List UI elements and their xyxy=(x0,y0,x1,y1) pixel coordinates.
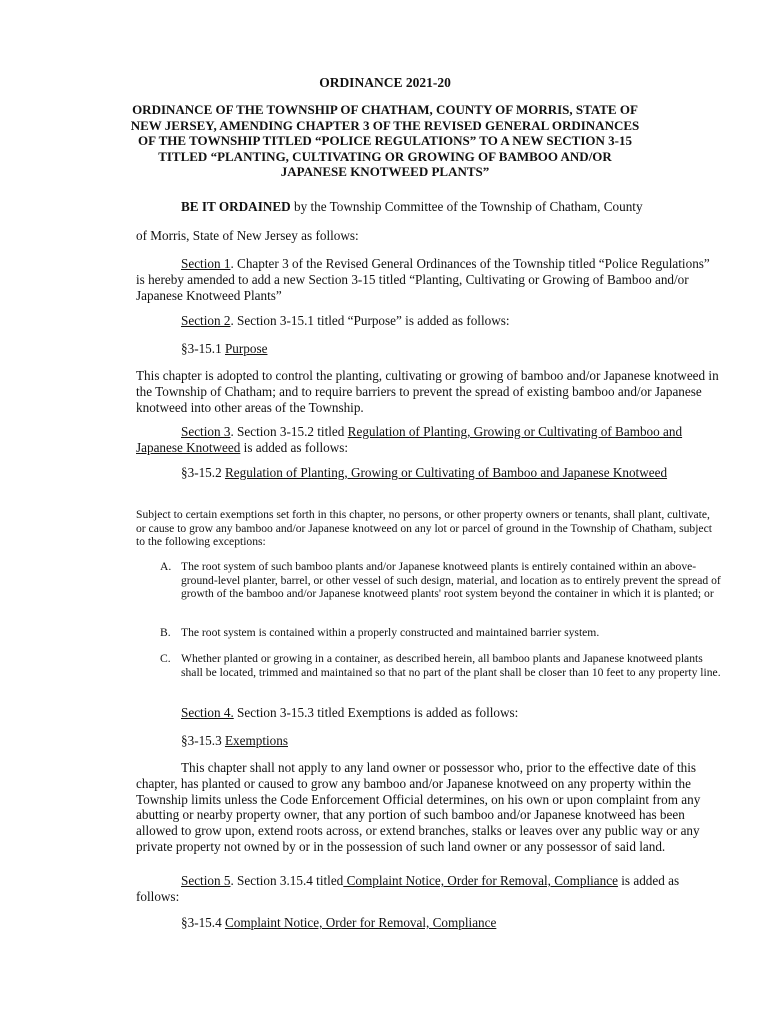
section-5-label: Section 5 xyxy=(181,873,231,888)
section-2-text: . Section 3-15.1 titled “Purpose” is added as follows: xyxy=(230,313,510,328)
section-3-text-b: is added as follows: xyxy=(240,439,349,455)
exemptions-heading xyxy=(181,733,721,749)
list-item-label: A. xyxy=(160,560,172,573)
section-3-paragraph xyxy=(136,424,696,456)
ordained-bold: BE IT ORDAINED xyxy=(181,199,291,214)
list-item-text: The root system is contained within a properly constructed and maintained barrier system. xyxy=(181,626,600,639)
section-3-label: Section 3 xyxy=(181,424,231,439)
regulation-title: Regulation of Planting, Growing or Cultivating of Bamboo and Japanese Knotweed xyxy=(224,465,668,480)
ordained-line xyxy=(181,199,721,215)
regulation-prefix: §3-15.2 xyxy=(181,465,225,480)
exemptions-title: Exemptions xyxy=(224,733,288,748)
complaint-title: Complaint Notice, Order for Removal, Compliance xyxy=(224,915,497,930)
ordained-rest: by the Township Committee of the Township of Chatham, County xyxy=(290,199,643,214)
section-4-label: Section 4. xyxy=(181,705,234,720)
purpose-title: Purpose xyxy=(224,341,268,356)
section-5-title: Complaint Notice, Order for Removal, Compliance xyxy=(343,873,618,888)
section-5-text-a: . Section 3.15.4 titled xyxy=(230,873,344,888)
exemptions-body: This chapter shall not apply to any land owner or possessor who, prior to the effective date of this chapter, has planted or caused to grow any bamboo and/or Japanese knotweed on any property within the Township limits unless the Code Enforcement Official determines, on his own or upon complaint from any abutting or nearby property owner, that any portion of such bamboo and/or Japanese knotweed has been allowed to grow upon, extend roots across, or extend branches, stalks or leaves over any public way or any private property not owned by or in the possession of such land owner or any possessor of said land. xyxy=(136,760,701,854)
list-item-label: B. xyxy=(160,626,171,639)
list-item xyxy=(160,652,725,694)
section-5-paragraph xyxy=(136,873,706,905)
complaint-heading xyxy=(181,915,721,931)
section-1-paragraph xyxy=(136,256,716,303)
list-item-label: C. xyxy=(160,652,171,665)
ordained-continued: of Morris, State of New Jersey as follows: xyxy=(136,228,359,243)
section-4-text: Section 3-15.3 titled Exemptions is added as follows: xyxy=(233,705,519,720)
section-3-text-a: . Section 3-15.2 titled xyxy=(230,424,348,439)
section-2-paragraph xyxy=(181,313,721,329)
regulation-heading xyxy=(136,465,696,481)
list-item xyxy=(160,560,725,626)
section-1-text: . Chapter 3 of the Revised General Ordinances of the Township titled “Police Regulations” is hereby amended to add a new Section 3-15 titled “Planting, Cultivating or Growing of Bamboo and/or Japanese Knotweed Plants” xyxy=(136,256,710,303)
section-5-text-b: is added as follows: xyxy=(136,873,680,904)
list-item xyxy=(160,626,725,652)
section-4-paragraph xyxy=(181,705,721,721)
section-3-title: Regulation of Planting, Growing or Cultivating of Bamboo and Japanese Knotweed xyxy=(136,424,683,455)
purpose-prefix: §3-15.1 xyxy=(181,341,225,356)
section-2-label: Section 2 xyxy=(181,313,231,328)
exceptions-list xyxy=(160,560,725,694)
purpose-body: This chapter is adopted to control the planting, cultivating or growing of bamboo and/or Japanese knotweed in the Township of Chatham; and to require barriers to prevent the spread of existing bamboo and/or Japanese knotweed into other areas of the Township. xyxy=(136,368,719,415)
ordinance-number: ORDINANCE 2021-20 xyxy=(319,75,451,90)
list-item-text: The root system of such bamboo plants and/or Japanese knotweed plants is entirely contained within an above-ground-level planter, barrel, or other vessel of such design, material, and location as to entirely prevent the spread of growth of the bamboo and/or Japanese knotweed plants' root system beyond the container in which it is planted; or xyxy=(181,560,721,601)
regulation-intro: Subject to certain exemptions set forth in this chapter, no persons, or other property owners or tenants, shall plant, cultivate, or cause to grow any bamboo and/or Japanese knotweed on any lot or parcel of ground in the Township of Chatham, subject to the following exceptions: xyxy=(136,508,712,549)
purpose-heading xyxy=(181,341,721,357)
list-item-text: Whether planted or growing in a container, as described herein, all bamboo plants and Japanese knotweed plants shall be located, trimmed and maintained so that no part of the plant shall be closer than 10 feet to any property line. xyxy=(181,652,721,679)
complaint-prefix: §3-15.4 xyxy=(181,915,225,930)
ordinance-heading: ORDINANCE OF THE TOWNSHIP OF CHATHAM, COUNTY OF MORRIS, STATE OF NEW JERSEY, AMENDING CHAPTER 3 OF THE REVISED GENERAL ORDINANCES OF THE TOWNSHIP TITLED “POLICE REGULATIONS” TO A NEW SECTION 3-15 TITLED “PLANTING, CULTIVATING OR GROWING OF BAMBOO AND/OR JAPANESE KNOTWEED PLANTS” xyxy=(130,102,640,179)
exemptions-prefix: §3-15.3 xyxy=(181,733,225,748)
section-1-label: Section 1 xyxy=(181,256,231,271)
